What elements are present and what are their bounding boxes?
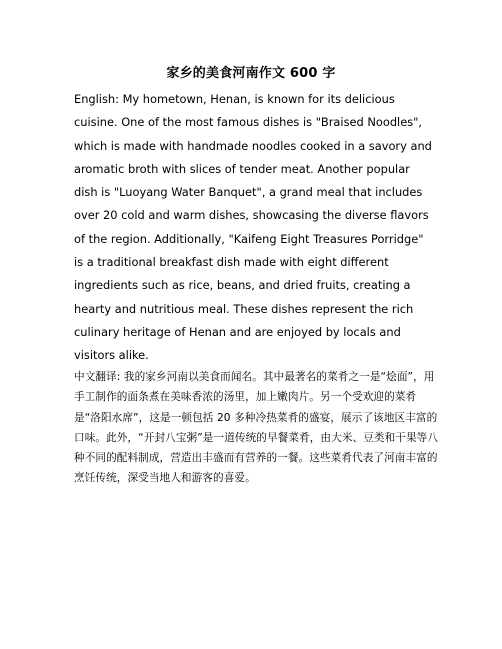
chinese-paragraph: 中文翻译: 我的家乡河南以美食而闻名。其中最著名的菜肴之一是“烩面”，用手工制作的面条煮在美味香浓的汤里，加上嫩肉片。另一个受欢迎的菜肴是“洛阳水席”，这是一顿包括 20 多种冷热菜肴的盛宴，展示了该地区丰富的口味。此外，“开封八宝粥”是一道传统的早餐菜肴，由大米、豆类和干果等八种不同的配料制成，营造出丰盛而有营养的一餐。这些菜肴代表了河南丰富的烹饪传统，深受当地人和游客的喜爱。 — [74, 371, 439, 485]
document-title: 家乡的美食河南作文 600 字 — [166, 66, 336, 81]
english-paragraph: English: My hometown, Henan, is known for its delicious cuisine. One of the most famous dishes is "Braised Noodles", which is made with handmade noodles cooked in a savory and aromatic broth with slices of tender meat. Another popular dish is "Luoyang Water Banquet", a grand meal that includes over 20 cold and warm dishes, showcasing the diverse flavors of the region. Additionally, "Kaifeng Eight Treasures Porridge" is a traditional breakfast dish made with eight different ingredients such as rice, beans, and dried fruits, creating a hearty and nutritious meal. These dishes represent the rich culinary heritage of Henan and are enjoyed by locals and visitors alike. — [74, 92, 432, 363]
